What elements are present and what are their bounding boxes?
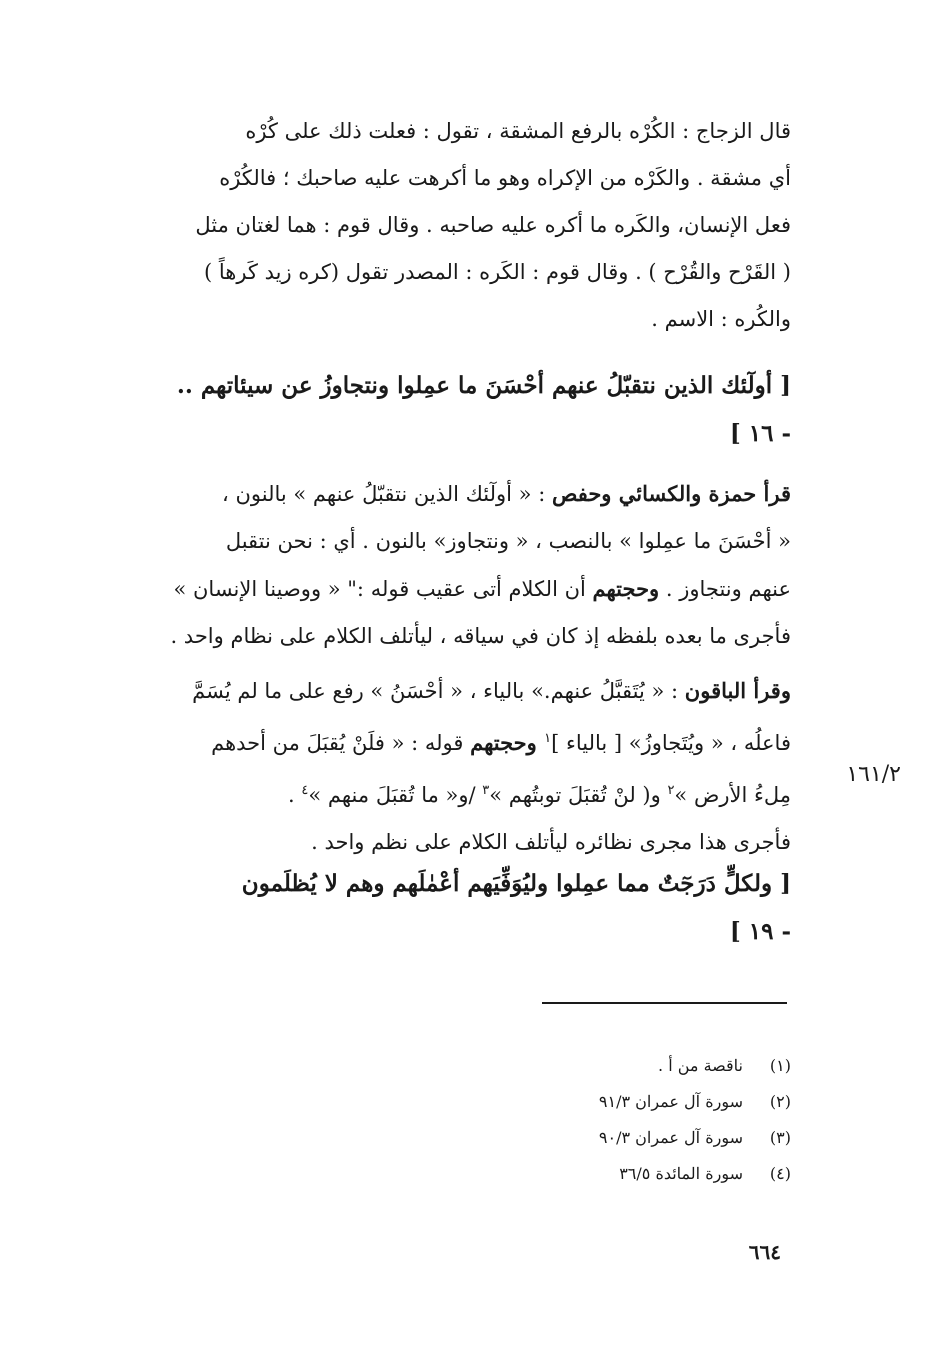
text-line: والكُره : الاسم . xyxy=(651,307,791,331)
footnote-marker: ٣ xyxy=(482,783,490,798)
paragraph-hamza-reading xyxy=(119,470,791,660)
page-number: ٦٦٤ xyxy=(748,1240,781,1264)
verse-19 xyxy=(119,860,791,956)
text-line: فأجرى ما بعده بلفظه إذ كان في سياقه ، ليأتلف الكلام على نظام واحد . xyxy=(170,624,791,648)
verse-number: - ١٦ ] xyxy=(729,420,791,447)
footnote xyxy=(391,1120,791,1156)
argument-label: وحجتهم xyxy=(592,576,660,601)
text-run: و( لنْ تُقبَلَ توبتُهم » xyxy=(489,783,668,807)
argument-label: وحجتهم xyxy=(470,730,545,755)
text-line: ( القَرْح والقُرْح ) . وقال قوم : الكَره : المصدر تقول (كره زيد كَرهاً ) xyxy=(204,260,791,284)
footnote-text: سورة آل عمران ٩٠/٣ xyxy=(598,1128,743,1147)
footnote-number: (٢) xyxy=(769,1092,791,1111)
text-run: /و« ما تُقبَلَ منهم » xyxy=(308,783,483,807)
text-line: « أحْسَنَ ما عمِلوا » بالنصب ، « ونتجاوز» بالنون . أي : نحن نتقبل xyxy=(225,529,791,553)
paragraph-others-reading xyxy=(119,667,791,866)
footnote-text: ناقصة من أ . xyxy=(658,1056,743,1075)
text-run: عنهم ونتجاوز . xyxy=(659,577,791,601)
text-run: : « يُتَقبَّلُ عنهم.» بالياء ، « أحْسَنُ » رفع على ما لم يُسَمَّ xyxy=(192,679,685,703)
text-run: قوله : « فلَنْ يُقبَلَ من أحدهم xyxy=(211,731,471,755)
text-run: أن الكلام أتى عقيب قوله :" « ووصينا الإنسان » xyxy=(173,577,593,601)
verse-number: - ١٩ ] xyxy=(729,918,791,945)
text-run: : « أولٓئك الذين نتقبّلُ عنهم » بالنون ، xyxy=(222,482,552,506)
footnote-number: (٤) xyxy=(769,1164,791,1183)
text-line: فعل الإنسان، والكَره ما أكره عليه صاحبه . وقال قوم : هما لغتان مثل xyxy=(195,213,791,237)
text-line: فأجرى هذا مجرى نظائره ليأتلف الكلام على نظم واحد . xyxy=(311,830,791,854)
footnotes xyxy=(391,1048,791,1192)
footnote-text: سورة آل عمران ٩١/٣ xyxy=(598,1092,743,1111)
text-line xyxy=(119,667,791,715)
footnote xyxy=(391,1084,791,1120)
reciters-name: وقرأ الباقون xyxy=(684,678,791,703)
footnote xyxy=(391,1156,791,1192)
text-line xyxy=(119,470,791,518)
text-run: مِلءُ الأرض » xyxy=(674,783,791,807)
footnote-marker: ١ xyxy=(544,731,552,746)
text-line: قال الزجاج : الكُرْه بالرفع المشقة ، تقول : فعلت ذلك على كُرْه xyxy=(245,119,791,143)
footnote-text: سورة المائدة ٣٦/٥ xyxy=(619,1164,743,1183)
verse-text: [ أولٓئك الذين نتقبّلُ عنهم أحْسَنَ ما عمِلوا ونتجاوزُ عن سيئاتهم .. xyxy=(176,372,791,399)
text-run: . xyxy=(288,783,302,807)
paragraph-zajjaj xyxy=(119,108,791,343)
text-line xyxy=(119,767,791,819)
text-line: أي مشقة . والكَرْه من الإكراه وهو ما أكرهت عليه صاحبك ؛ فالكُرْه xyxy=(219,166,791,190)
footnote-marker: ٢ xyxy=(667,783,675,798)
margin-reference: ١٦١/٢ xyxy=(846,762,901,787)
footnote xyxy=(391,1048,791,1084)
footnote-marker: ٤ xyxy=(301,783,309,798)
footnote-divider xyxy=(542,1002,787,1004)
text-line xyxy=(119,565,791,613)
footnote-number: (١) xyxy=(769,1056,791,1075)
reciters-name: قرأ حمزة والكسائي وحفص xyxy=(551,481,791,506)
verse-16 xyxy=(119,362,791,458)
footnote-number: (٣) xyxy=(769,1128,791,1147)
verse-text: [ ولكلٍّ دَرَجٓتٌ مما عمِلوا وليُوَفِّيَهم أعْمٰلَهم وهم لا يُظلَمون xyxy=(241,870,791,897)
text-line xyxy=(119,715,791,767)
text-run: فاعلُه ، « ويُتَجاوزُ» [ بالياء ] xyxy=(551,731,791,755)
